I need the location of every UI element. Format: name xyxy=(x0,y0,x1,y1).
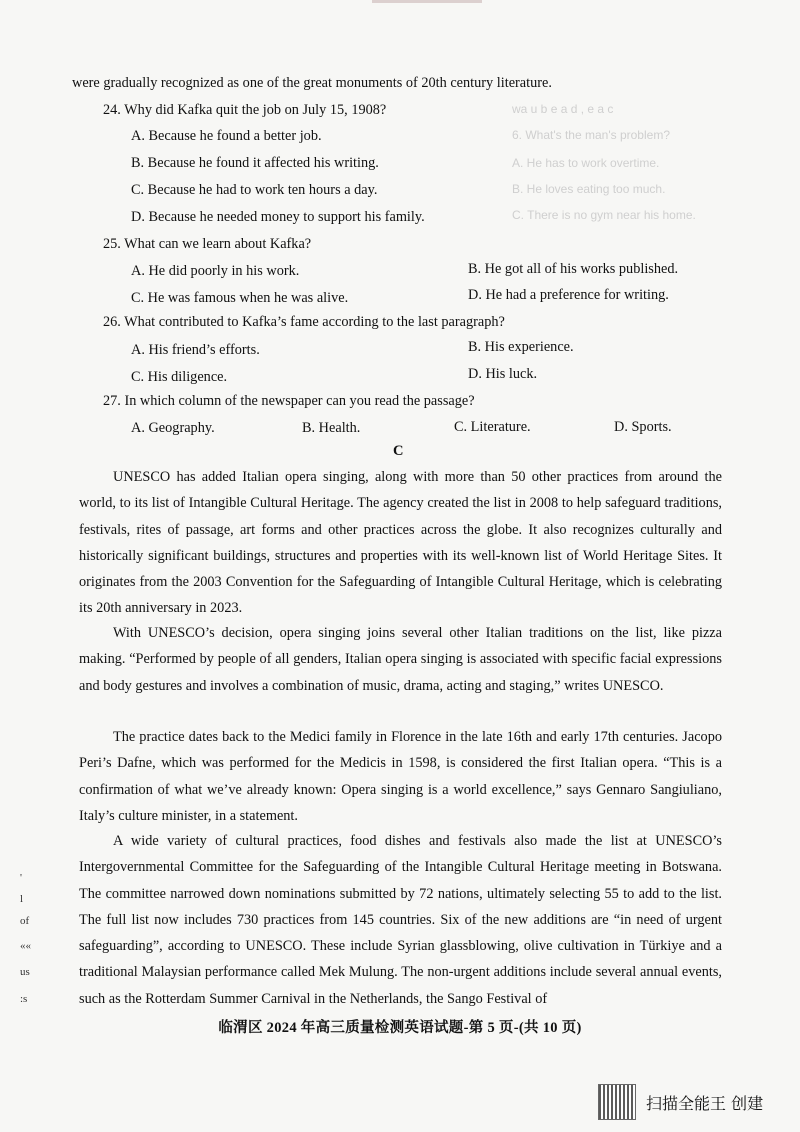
q27-option-c: C. Literature. xyxy=(454,419,531,435)
passage-continuation: were gradually recognized as one of the great monuments of 20th century literature. xyxy=(72,75,552,91)
q27-option-d: D. Sports. xyxy=(614,419,672,435)
margin-mark: ' xyxy=(20,872,22,884)
section-c-heading: C xyxy=(393,443,404,459)
q25-option-c: C. He was famous when he was alive. xyxy=(131,290,349,306)
margin-mark: :s xyxy=(20,993,28,1005)
passage-c-paragraph-4: A wide variety of cultural practices, food dishes and festivals also made the list at UNESCO’s Intergovernmental Committee for the Safeguarding of the Intangible Cultural Heritage meeting in Botswana. The committee narrowed down nominations submitted by 72 nations, ultimately selecting 55 to add to the list. The full list now includes 730 practices from 145 countries. Six of the new additions are “in need of urgent safeguarding”, according to UNESCO. These include Syrian glassblowing, olive cultivation in Türkiye and a traditional Malaysian performance called Mek Mulung. The non-urgent additions include several annual events, such as the Rotterdam Summer Carnival in the Netherlands, the Sango Festival of xyxy=(79,833,722,1007)
q26-option-a: A. His friend’s efforts. xyxy=(131,342,260,358)
q27-option-b: B. Health. xyxy=(302,420,361,436)
scanner-watermark-text: 扫描全能王 创建 xyxy=(646,1093,764,1113)
q24-option-b: B. Because he found it affected his writing. xyxy=(131,155,379,171)
qr-code-icon xyxy=(598,1084,636,1120)
scan-artifact xyxy=(372,0,482,3)
exam-page: were gradually recognized as one of the great monuments of 20th century literature. 24. Why did Kafka quit the job on July 15, 1908? A. Because he found a better job. B. Because he found it affected his writing. C. Because he had to work ten hours a day. D. Because he needed money to support his family. 25. What can we learn about Kafka? A. He did poorly in his work. B. He got all of his works published. C. He was famous when he was alive. D. He had a preference for writing. 26. What contributed to Kafka’s fame according to the last paragraph? A. His friend’s efforts. B. His experience. C. His diligence. D. His luck. 27. In which column of the newspaper can you read the passage? A. Geography. B. Health. C. Literature. D. Sports. wa u b e a d , e a c 6. What's the man's problem? A. He has to work overtime. B. He loves eating too much. C. There is no gym near his home. C UNESCO has added Italian opera singing, along with more than 50 other practices from around the world, to its list of Intangible Cultural Heritage. The agency created the list in 2008 to help safeguard traditions, festivals, rites of passage, art forms and other practices across the globe. It also recognizes culturally and historically significant buildings, structures and properties with its well-known list of World Heritage Sites. It originates from the 2003 Convention for the Safeguarding of Intangible Cultural Heritage, which is celebrating its 20th anniversary in 2023. With UNESCO’s decision, opera singing joins several other Italian traditions on the list, like pizza making. “Performed by people of all genders, Italian opera singing is associated with specific facial expressions and body gestures and involves a combination of music, drama, acting and staging,” writes UNESCO. The practice dates back to the Medici family in Florence in the late 16th and early 17th centuries. Jacopo Peri’s Dafne, which was performed for the Medicis in 1598, is considered the first Italian opera. “This is a confirmation of what we’ve already known: Opera singing is a world excellence,” says Gennaro Sangiuliano, Italy’s culture minister, in a statement. A wide variety of cultural practices, food dishes and festivals also made the list at UNESCO’s Intergovernmental Committee for the Safeguarding of the Intangible Cultural Heritage meeting in Botswana. The committee narrowed down nominations submitted by 72 nations, ultimately selecting 55 to add to the list. The full list now includes 730 practices from 145 countries. Six of the new additions are “in need of urgent safeguarding”, according to UNESCO. These include Syrian glassblowing, olive cultivation in Türkiye and a traditional Malaysian performance called Mek Mulung. The non-urgent additions include several annual events, such as the Rotterdam Summer Carnival in the Netherlands, the Sango Festival of ' l of «« us :s 临渭区 2024 年高三质量检测英语试题-第 5 页-(共 10 页) 扫描全能王 创建 xyxy=(0,0,800,1132)
q25-option-b: B. He got all of his works published. xyxy=(468,261,679,277)
scanner-watermark xyxy=(598,1084,763,1120)
margin-mark: of xyxy=(20,915,30,927)
q24-option-c: C. Because he had to work ten hours a day. xyxy=(131,182,378,198)
q26-option-b: B. His experience. xyxy=(468,339,574,355)
page-footer: 临渭区 2024 年高三质量检测英语试题-第 5 页-(共 10 页) xyxy=(218,1020,582,1036)
passage-c-paragraph-3: The practice dates back to the Medici family in Florence in the late 16th and early 17th centuries. Jacopo Peri’s Dafne, which was performed for the Medicis in 1598, is considered the first Italian opera. “This is a confirmation of what we’ve already known: Opera singing is a world excellence,” says Gennaro Sangiuliano, Italy’s culture minister, in a statement. xyxy=(79,729,722,824)
question-25-stem: 25. What can we learn about Kafka? xyxy=(103,236,312,252)
margin-mark: «« xyxy=(20,940,31,952)
q26-option-c: C. His diligence. xyxy=(131,369,228,385)
passage-c-paragraph-2: With UNESCO’s decision, opera singing joins several other Italian traditions on the list, like pizza making. “Performed by people of all genders, Italian opera singing is associated with specific facial expressions and body gestures and involves a combination of music, drama, acting and staging,” writes UNESCO. xyxy=(79,625,722,694)
q24-option-a: A. Because he found a better job. xyxy=(131,128,322,144)
q25-option-a: A. He did poorly in his work. xyxy=(131,263,300,279)
passage-c-paragraph-1: UNESCO has added Italian opera singing, along with more than 50 other practices from around the world, to its list of Intangible Cultural Heritage. The agency created the list in 2008 to help safeguard traditions, festivals, rites of passage, art forms and other practices across the globe. It also recognizes culturally and historically significant buildings, structures and properties with its well-known list of World Heritage Sites. It originates from the 2003 Convention for the Safeguarding of Intangible Cultural Heritage, which is celebrating its 20th anniversary in 2023. xyxy=(79,469,722,617)
q27-option-a: A. Geography. xyxy=(131,420,215,436)
q24-option-d: D. Because he needed money to support his family. xyxy=(131,209,425,225)
margin-mark: us xyxy=(20,966,30,978)
question-27-stem: 27. In which column of the newspaper can you read the passage? xyxy=(103,393,475,409)
question-26-stem: 26. What contributed to Kafka’s fame according to the last paragraph? xyxy=(103,314,505,330)
q26-option-d: D. His luck. xyxy=(468,366,538,382)
question-24-stem: 24. Why did Kafka quit the job on July 15, 1908? xyxy=(103,102,387,118)
q25-option-d: D. He had a preference for writing. xyxy=(468,287,669,303)
margin-mark: l xyxy=(20,893,24,905)
